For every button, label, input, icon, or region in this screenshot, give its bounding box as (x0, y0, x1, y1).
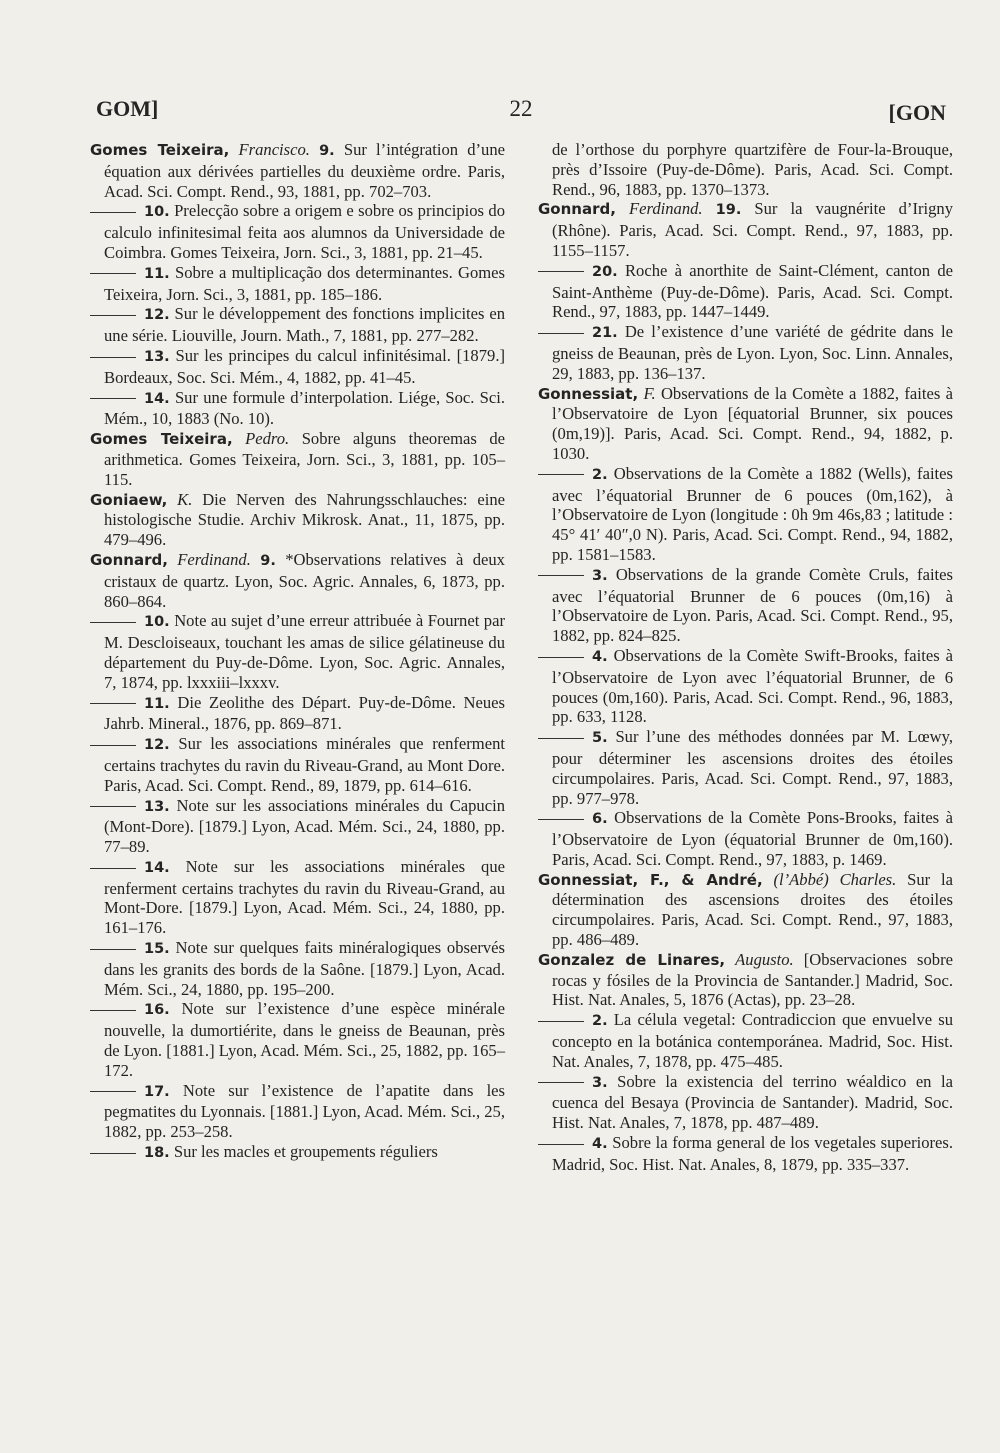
entry-text: Observations de la Comète a 1882 (Wells), faites avec l’équatorial Brunner de 6 pouces (0m,162), à l’Observatoire de Lyon (longitude : 0h 9m 46s,83 ; latitude : 45° 41′ 40″,0 N). Paris, Acad. Sci. Compt. Rend., 94, 1882, pp. 1581–1583. (552, 463, 953, 564)
bibliography-entry (90, 1081, 505, 1142)
entry-text: Note sur les associations minérales du Capucin (Mont-Dore). [1879.] Lyon, Acad. Mém. Sci., 24, 1880, pp. 77–89. (104, 795, 505, 857)
entry-text: Sur les macles et groupements réguliers (173, 1142, 438, 1162)
author-first-name: F. (643, 383, 656, 403)
ditto-dash (538, 1144, 584, 1145)
bibliography-entry (538, 322, 953, 383)
bibliography-entry (538, 261, 953, 322)
bibliography-entry (90, 693, 505, 735)
entry-text: Sobre la forma general de los vegetales superiores. Madrid, Soc. Hist. Nat. Anales, 8, 1879, pp. 335–337. (552, 1133, 954, 1174)
entry-number: 3. (592, 567, 608, 584)
entry-number: 14. (144, 390, 170, 407)
author-name: Gonnessiat, F., & André, (538, 870, 763, 889)
entry-text: Sur le développement des fonctions implicites en une série. Liouville, Journ. Math., 7, 1881, pp. 277–282. (104, 304, 505, 346)
entry-number: 20. (592, 263, 618, 280)
entry-text: Observations de la Comète Pons-Brooks, faites à l’Observatoire de Lyon (équatorial Brunner de 0m,160). Paris, Acad. Sci. Compt. Rend., 97, 1883, p. 1469. (552, 808, 953, 869)
entry-text: Sur les principes du calcul infinitésimal. [1879.] Bordeaux, Soc. Sci. Mém., 4, 1882, pp. 41–45. (104, 345, 505, 387)
author-name: Gonnard, (538, 200, 616, 219)
entry-text: [Observaciones sobre rocas y fósiles de la Provincia de Santander.] Madrid, Soc. Hist. Nat. Anales, 5, 1876 (Actas), pp. 23–28. (552, 949, 953, 1010)
author-first-name: K. (177, 489, 193, 509)
entry-text: De l’existence d’une variété de gédrite dans le gneiss de Beaunan, près de Lyon. Lyon, Soc. Linn. Annales, 29, 1883, pp. 136–137. (552, 322, 953, 383)
author-name: Gonnessiat, (538, 384, 639, 403)
ditto-dash (90, 212, 136, 213)
bibliography-entry (538, 565, 953, 646)
author-name: Gomes Teixeira, (90, 141, 230, 159)
entry-text: Sur l’une des méthodes données par M. Lœwy, pour déterminer les ascensions droites des étoiles circumpolaires. Paris, Acad. Sci. Compt. Rend., 97, 1883, pp. 977–978. (552, 727, 953, 808)
entry-text: Sur la détermination des ascensions droites des étoiles circumpolaires. Paris, Acad. Sci. Compt. Rend., 97, 1883, pp. 486–489. (552, 869, 953, 950)
entry-number: 5. (592, 730, 608, 747)
entry-number: 15. (144, 941, 170, 958)
author-name: Goniaew, (90, 490, 168, 509)
entry-text: Sobre la existencia del terrino wéaldico en la cuenca del Besaya (Provincia de Santander). Madrid, Soc. Hist. Nat. Anales, 7, 1878, pp. 487–489. (552, 1071, 953, 1133)
entry-number: 10. (144, 614, 170, 631)
entry-text: Note sur quelques faits minéralogiques observés dans les granits des bords de la Saône. [1879.] Lyon, Acad. Mém. Sci., 24, 1880, pp. 195–200. (104, 938, 505, 999)
entry-text: Note sur les associations minérales que renferment certains trachytes du ravin du Riveau-Grand, au Mont-Dore. [1879.] Lyon, Acad. Mém. Sci., 24, 1880, pp. 161–176. (104, 856, 505, 938)
bibliography-entry (90, 611, 505, 692)
author-first-name: Ferdinand. (629, 199, 703, 219)
bibliography-entry (538, 1010, 953, 1071)
page-number: 22 (509, 96, 533, 121)
entry-text: Prelecção sobre a origem e sobre os principios do calculo infinitesimal feita aos alumnos da Universidade de Coimbra. Gomes Teixeira, Jorn. Sci., 3, 1881, pp. 21–45. (104, 201, 505, 262)
bibliography-entry (90, 429, 505, 489)
bibliography-entry (538, 870, 953, 950)
author-first-name: (l’Abbé) Charles. (773, 869, 897, 889)
ditto-dash (90, 949, 136, 950)
entry-text: Observations de la Comète a 1882, faites à l’Observatoire de Lyon [équatorial Brunner, six pouces (0m,19)]. Paris, Acad. Sci. Compt. Rend., 94, 1882, p. 1030. (552, 383, 953, 463)
bibliography-entry (538, 140, 953, 199)
ditto-dash (90, 806, 136, 807)
header-right-range: [GON (888, 100, 946, 125)
ditto-dash (90, 1091, 136, 1092)
entry-text: de l’orthose du porphyre quartzifère de Four-la-Brouque, près d’Issoire (Puy-de-Dôme). Paris, Acad. Sci. Compt. Rend., 96, 1883, pp. 1370–1373. (552, 140, 953, 199)
bibliography-entry (90, 490, 505, 550)
left-column (90, 140, 505, 1164)
bibliography-entry (538, 950, 953, 1010)
header-left-range: GOM] (96, 96, 159, 121)
author-name: Gomes Teixeira, (90, 430, 233, 449)
ditto-dash (90, 622, 136, 623)
entry-number: 4. (592, 1136, 608, 1153)
entry-number: 19. (715, 202, 742, 219)
entry-number: 17. (144, 1083, 170, 1100)
entry-text: Note sur l’existence de l’apatite dans les pegmatites du Lyonnais. [1881.] Lyon, Acad. Mém. Sci., 25, 1882, pp. 253–258. (104, 1080, 505, 1142)
bibliography-entry (90, 140, 505, 201)
entry-text: Sur l’intégration d’une équation aux dérivées partielles du deuxième ordre. Paris, Acad. Sci. Compt. Rend., 93, 1881, pp. 702–703. (104, 140, 506, 201)
entry-number: 21. (592, 325, 618, 342)
bibliography-entry (90, 263, 505, 305)
bibliography-entry (538, 808, 953, 869)
entry-number: 9. (260, 552, 276, 569)
author-first-name: Augusto. (735, 949, 794, 969)
bibliography-entry (90, 304, 505, 346)
bibliography-entry (538, 1133, 953, 1175)
ditto-dash (90, 1153, 136, 1154)
entry-text: Roche à anorthite de Saint-Clément, canton de Saint-Anthème (Puy-de-Dôme). Paris, Acad. Sci. Compt. Rend., 97, 1883, pp. 1447–1449. (552, 260, 953, 322)
entry-text: Die Zeolithe des Départ. Puy-de-Dôme. Neues Jahrb. Mineral., 1876, pp. 869–871. (104, 692, 505, 734)
bibliography-entry (538, 646, 953, 727)
ditto-dash (90, 398, 136, 399)
author-name: Gonnard, (90, 550, 168, 569)
bibliography-entry (90, 734, 505, 795)
entry-text: Note au sujet d’une erreur attribuée à Fournet par M. Descloiseaux, touchant les amas de silice gélatineuse du département du Puy-de-Dôme. Lyon, Soc. Agric. Annales, 7, 1874, pp. lxxxiii–lxxxv. (104, 611, 505, 692)
entry-text: Observations de la grande Comète Cruls, faites avec l’équatorial Brunner de 6 pouces (0m,16) à l’Observatoire de Lyon. Paris, Acad. Sci. Compt. Rend., 95, 1882, pp. 824–825. (552, 564, 953, 646)
entry-text: Sur les associations minérales que renferment certains trachytes du ravin du Riveau-Grand, au Mont Dore. Paris, Acad. Sci. Compt. Rend., 89, 1879, pp. 614–616. (104, 734, 505, 795)
entry-text: Note sur l’existence d’une espèce minérale nouvelle, la dumortiérite, dans le gneiss de Beaunan, près de Lyon. [1881.] Lyon, Acad. Mém. Sci., 25, 1882, pp. 165–172. (104, 999, 505, 1080)
ditto-dash (90, 703, 136, 704)
bibliography-entry (90, 346, 505, 388)
entry-number: 14. (144, 859, 170, 876)
entry-number: 11. (144, 695, 170, 712)
bibliography-entry (538, 727, 953, 808)
ditto-dash (538, 819, 584, 820)
ditto-dash (538, 271, 584, 272)
bibliography-entry (538, 464, 953, 565)
ditto-dash (538, 474, 584, 475)
ditto-dash (90, 868, 136, 869)
entry-number: 18. (144, 1145, 170, 1162)
ditto-dash (538, 1021, 584, 1022)
ditto-dash (538, 1082, 584, 1083)
entry-number: 9. (319, 143, 335, 159)
entry-text: Die Nerven des Nahrungsschlauches: eine histologische Studie. Archiv Mikrosk. Anat., 11, 1875, pp. 479–496. (104, 489, 505, 550)
bibliography-entry (538, 199, 953, 260)
bibliography-entry (538, 1072, 953, 1133)
entry-number: 2. (592, 466, 608, 483)
author-first-name: Pedro. (245, 429, 290, 449)
entry-number: 10. (144, 204, 170, 221)
ditto-dash (538, 333, 584, 334)
entry-number: 12. (144, 307, 170, 324)
entry-number: 16. (144, 1002, 170, 1019)
ditto-dash (90, 357, 136, 358)
author-name: Gonzalez de Linares, (538, 950, 726, 969)
entry-number: 12. (144, 737, 170, 754)
entry-text: Sobre a multiplicação dos determinantes. Gomes Teixeira, Jorn. Sci., 3, 1881, pp. 185–186. (104, 262, 505, 304)
bibliography-entry (90, 201, 505, 262)
ditto-dash (90, 1010, 136, 1011)
entry-number: 3. (592, 1074, 608, 1091)
ditto-dash (538, 738, 584, 739)
ditto-dash (90, 273, 136, 274)
entry-text: La célula vegetal: Contradiccion que envuelve su concepto en la botánica contemporánea. Madrid, Soc. Hist. Nat. Anales, 7, 1878, pp. 475–485. (552, 1010, 953, 1071)
bibliography-entry (90, 1142, 505, 1164)
ditto-dash (538, 575, 584, 576)
entry-number: 13. (144, 798, 170, 815)
ditto-dash (538, 657, 584, 658)
ditto-dash (90, 315, 136, 316)
right-column (538, 140, 953, 1175)
bibliography-entry (90, 999, 505, 1080)
entry-number: 4. (592, 648, 608, 665)
entry-number: 2. (592, 1013, 608, 1030)
entry-text: Sur une formule d’interpolation. Liége, Soc. Sci. Mém., 10, 1883 (No. 10). (104, 387, 505, 429)
page-header (96, 96, 946, 136)
entry-number: 11. (144, 265, 170, 282)
bibliography-entry (90, 550, 505, 611)
bibliography-entry (90, 388, 505, 430)
bibliography-entry (90, 857, 505, 938)
entry-text: Observations de la Comète Swift-Brooks, faites à l’Observatoire de Lyon avec l’équatorial Brunner, de 6 pouces (0m,160). Paris, Acad. Sci. Compt. Rend., 96, 1883, pp. 633, 1128. (552, 645, 954, 727)
bibliography-entry (538, 384, 953, 464)
bibliography-entry (90, 796, 505, 857)
entry-text: Sur la vaugnérite d’Irigny (Rhône). Paris, Acad. Sci. Compt. Rend., 97, 1883, pp. 1155–1157. (552, 199, 953, 260)
entry-number: 13. (144, 348, 170, 365)
entry-text: Sobre alguns theoremas de arithmetica. Gomes Teixeira, Jorn. Sci., 3, 1881, pp. 105–115. (104, 429, 505, 489)
author-first-name: Francisco. (238, 140, 310, 159)
author-first-name: Ferdinand. (177, 549, 251, 569)
ditto-dash (90, 745, 136, 746)
bibliography-entry (90, 938, 505, 999)
entry-text: *Observations relatives à deux cristaux de quartz. Lyon, Soc. Agric. Annales, 6, 1873, pp. 860–864. (104, 549, 505, 611)
entry-number: 6. (592, 811, 608, 828)
